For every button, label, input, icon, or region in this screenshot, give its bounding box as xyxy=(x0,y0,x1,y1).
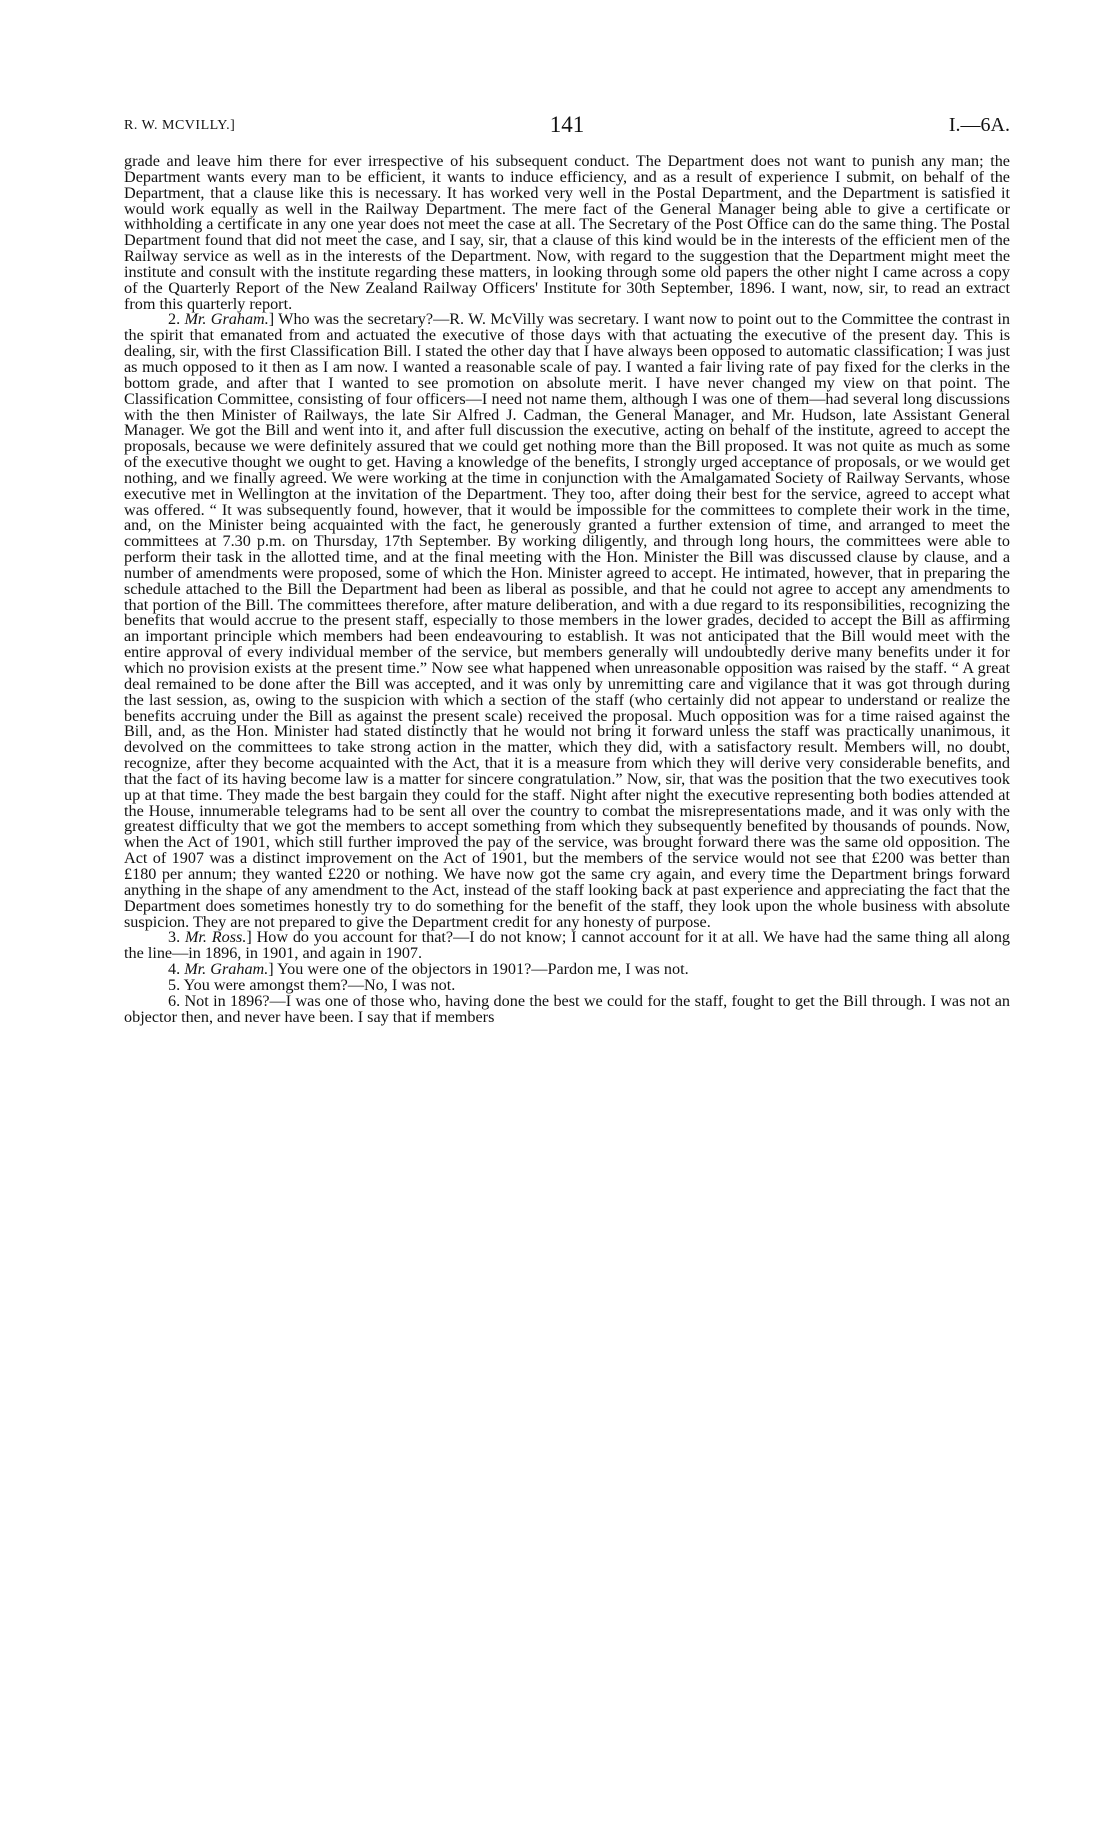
paragraph xyxy=(124,154,1010,312)
document-page xyxy=(124,112,1010,1025)
text-run: grade and leave him there for ever irrespective of his subsequent conduct. The Department does not want to punish any man; the Department wants every man to be efficient, it wants to induce efficiency, and as a result of experience I submit, on behalf of the Department, that a clause like this is necessary. It has worked very well in the Postal Department, and the Department is satisfied it would work equally as well in the Railway Department. The mere fact of the General Manager being able to give a certificate or withholding a certificate in any one year does not meet the case at all. The Secretary of the Post Office can do the same thing. The Postal Department found that did not meet the case, and I say, sir, that a clause of this kind would be in the interests of the efficient men of the Railway service as well as in the interests of the Department. Now, with regard to the suggestion that the Department might meet the institute and consult with the institute regarding these matters, in looking through some old papers the other night I came across a copy of the Quarterly Report of the New Zealand Railway Officers' Institute for 30th September, 1896. I want, now, sir, to read an extract from this quarterly report. xyxy=(124,152,1010,313)
speaker-name: Mr. Graham. xyxy=(184,960,269,979)
page-number: 141 xyxy=(549,112,585,137)
question-number: 4. xyxy=(168,960,185,979)
body-text xyxy=(124,154,1010,1025)
running-header xyxy=(124,112,1010,148)
question-number: 3. xyxy=(168,928,185,947)
paper-reference: I.—6A. xyxy=(948,114,1010,136)
question-number: 2. xyxy=(168,310,185,329)
paragraph xyxy=(124,312,1010,930)
header-witness-name: R. W. MCVILLY.] xyxy=(124,118,236,133)
text-run: 5. You were amongst them?—No, I was not. xyxy=(168,975,456,994)
text-run: 6. Not in 1896?—I was one of those who, having done the best we could for the staff, fought to get the Bill through. I was not an objector then, and never have been. I say that if members xyxy=(124,991,1010,1026)
speaker-name: Mr. Ross. xyxy=(184,928,247,947)
speaker-name: Mr. Graham. xyxy=(184,310,269,329)
paragraph xyxy=(124,991,1010,1026)
text-run: ] How do you account for that?—I do not know; I cannot account for it at all. We have had the same thing all along the line—in 1896, in 1901, and again in 1907. xyxy=(124,928,1011,963)
paragraph xyxy=(124,930,1010,962)
text-run: ] Who was the secretary?—R. W. McVilly was secretary. I want now to point out to the Committee the contrast in the spirit that emanated from and actuated the executive of those days with that actuating the executive of the present day. This is dealing, sir, with the first Classification Bill. I stated the other day that I have always been opposed to automatic classification; I was just as much opposed to it then as I am now. I wanted a reasonable scale of pay. I wanted a fair living rate of pay fixed for the clerks in the bottom grade, and after that I wanted to see promotion on absolute merit. I have never changed my view on that point. The Classification Committee, consisting of four officers—I need not name them, although I was one of them—had several long discussions with the then Minister of Railways, the late Sir Alfred J. Cadman, the General Manager, and Mr. Hudson, late Assistant General Manager. We got the Bill and went into it, and after full discussion the executive, acting on behalf of the institute, agreed to accept the proposals, because we were definitely assured that we could get nothing more than the Bill proposed. It was not quite as much as some of the executive thought we ought to get. Having a knowledge of the benefits, I strongly urged acceptance of proposals, or we would get nothing, and we finally agreed. We were working at the time in conjunction with the Amalgamated Society of Railway Servants, whose executive met in Wellington at the invitation of the Department. They too, after doing their best for the service, agreed to accept what was offered. “ It was subsequently found, however, that it would be impossible for the committees to complete their work in the time, and, on the Minister being acquainted with the fact, he generously granted a further extension of time, and arranged to meet the committees at 7.30 p.m. on Thursday, 17th September. By working diligently, and through long hours, the committees were able to perform their task in the allotted time, and at the final meeting with the Hon. Minister the Bill was discussed clause by clause, and a number of amendments were proposed, some of which the Hon. Minister agreed to accept. He intimated, however, that in preparing the schedule attached to the Bill the Department had been as liberal as possible, and that he could not agree to accept any amendments to that portion of the Bill. The committees therefore, after mature deliberation, and with a due regard to its responsibilities, recognizing the benefits that would accrue to the present staff, especially to those members in the lower grades, decided to accept the Bill as affirming an important principle which members had been endeavouring to establish. It was not anticipated that the Bill would meet with the entire approval of every individual member of the service, but members generally will undoubtedly derive many benefits under it for which no provision exists at the present time.” Now see what happened when unreasonable opposition was raised by the staff. “ A great deal remained to be done after the Bill was accepted, and it was only by unremitting care and vigilance that it was got through during the last session, as, owing to the suspicion with which a section of the staff (who certainly did not appear to understand or realize the benefits accruing under the Bill as against the present scale) received the proposal. Much opposition was for a time raised against the Bill, and, as the Hon. Minister had stated distinctly that he would not bring it forward unless the staff was practically unanimous, it devolved on the committees to take strong action in the matter, which they did, with a satisfactory result. Members will, no doubt, recognize, after they become acquainted with the Act, that it is a measure from which they will derive very considerable benefits, and that the fact of its having become law is a matter for sincere congratulation.” Now, sir, that was the position that the two executives took up at that time. They made the best bargain they could for the staff. Night after night the executive representing both bodies attended at the House, innumerable telegrams had to be sent all over the country to combat the misrepresentations made, and it was only with the greatest difficulty that we got the members to accept something from which they subsequently benefited by thousands of pounds. Now, when the Act of 1901, which still further improved the pay of the service, was brought forward there was the same old opposition. The Act of 1907 was a distinct improvement on the Act of 1901, but the members of the service would not see that £200 was better than £180 per annum; they wanted £220 or nothing. We have now got the same cry again, and every time the Department brings forward anything in the shape of any amendment to the Act, instead of the staff looking back at past experience and appreciating the fact that the Department does sometimes honestly try to do something for the benefit of the staff, they look upon the whole business with absolute suspicion. They are not prepared to give the Department credit for any honesty of purpose. xyxy=(124,310,1010,931)
text-run: ] You were one of the objectors in 1901?—Pardon me, I was not. xyxy=(268,960,689,979)
